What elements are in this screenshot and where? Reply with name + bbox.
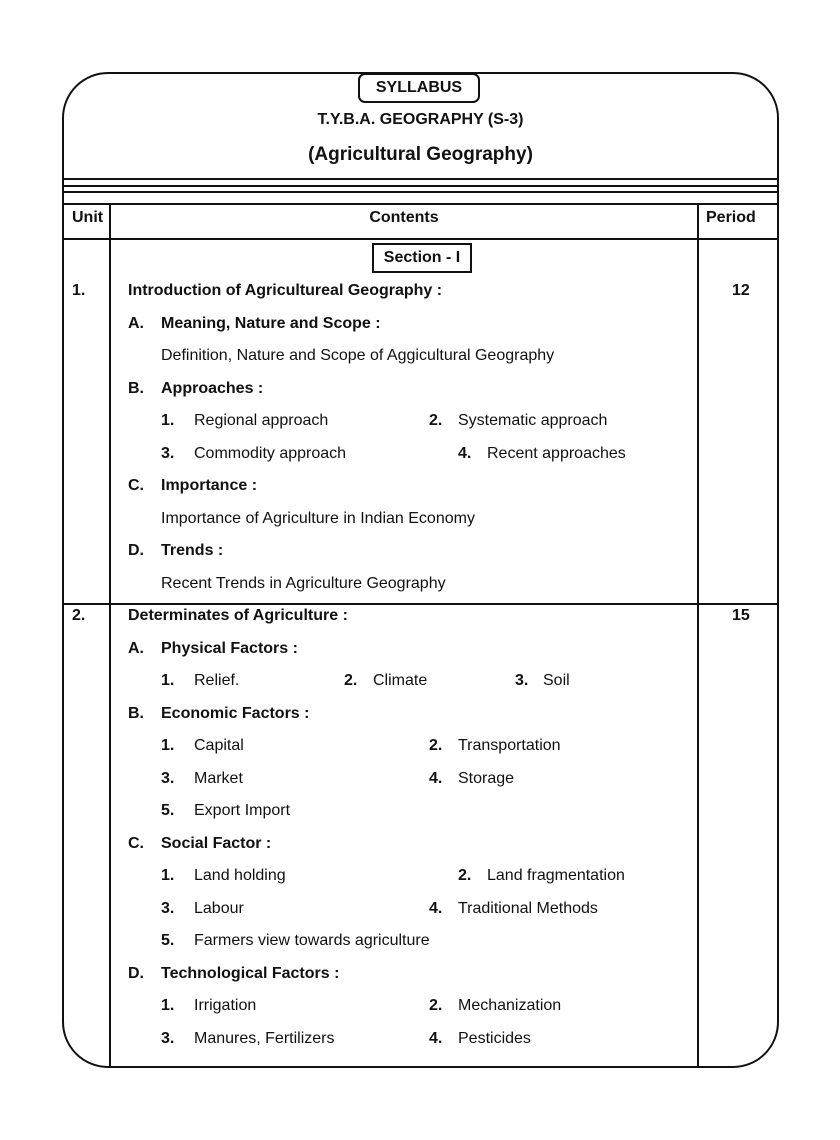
item-label: Export Import [194, 802, 291, 819]
item-number: 4. [458, 445, 472, 462]
item-label: Storage [458, 770, 515, 787]
item-number: 5. [161, 932, 175, 949]
item-number: 3. [161, 445, 175, 462]
item-number: 3. [161, 770, 175, 787]
item-number: 4. [429, 770, 443, 787]
sub-title: Social Factor : [161, 835, 272, 852]
item-number: 2. [429, 997, 443, 1014]
sub-title: Technological Factors : [161, 965, 340, 982]
header-divider [63, 185, 778, 187]
item-label: Recent approaches [487, 445, 626, 462]
table-header-rule [63, 238, 778, 240]
item-number: 5. [161, 802, 175, 819]
unit-number: 1. [72, 282, 86, 299]
item-number: 2. [458, 867, 472, 884]
sub-letter: C. [128, 477, 144, 494]
item-label: Traditional Methods [458, 900, 598, 917]
item-label: Farmers view towards agriculture [194, 932, 430, 949]
section-label: Section - I [372, 243, 472, 273]
item-number: 3. [161, 900, 175, 917]
item-label: Capital [194, 737, 244, 754]
item-label: Market [194, 770, 243, 787]
item-label: Land fragmentation [487, 867, 625, 884]
item-number: 2. [344, 672, 358, 689]
sub-title: Trends : [161, 542, 224, 559]
sub-letter: B. [128, 705, 144, 722]
sub-letter: C. [128, 835, 144, 852]
sub-text: Importance of Agriculture in Indian Economy [161, 510, 475, 527]
sub-letter: B. [128, 380, 144, 397]
item-label: Mechanization [458, 997, 562, 1014]
item-number: 4. [429, 900, 443, 917]
item-label: Irrigation [194, 997, 257, 1014]
item-label: Relief. [194, 672, 240, 689]
unit-title: Introduction of Agricultureal Geography : [128, 282, 443, 299]
header-divider [63, 191, 778, 193]
column-header-period: Period [706, 209, 756, 226]
item-label: Labour [194, 900, 244, 917]
sub-letter: A. [128, 315, 144, 332]
column-header-contents: Contents [369, 209, 439, 226]
item-label: Land holding [194, 867, 286, 884]
column-divider-period [697, 203, 699, 1067]
column-header-unit: Unit [72, 209, 104, 226]
item-label: Soil [543, 672, 570, 689]
sub-text: Recent Trends in Agriculture Geography [161, 575, 446, 592]
syllabus-label: SYLLABUS [358, 73, 480, 103]
unit-period: 12 [732, 282, 750, 299]
item-number: 1. [161, 997, 175, 1014]
item-number: 3. [515, 672, 529, 689]
item-number: 1. [161, 867, 175, 884]
item-label: Manures, Fertilizers [194, 1030, 335, 1047]
item-number: 2. [429, 412, 443, 429]
unit-title: Determinates of Agriculture : [128, 607, 348, 624]
item-label: Climate [373, 672, 428, 689]
header-divider [63, 178, 778, 180]
unit-number: 2. [72, 607, 86, 624]
sub-title: Importance : [161, 477, 258, 494]
course-title: T.Y.B.A. GEOGRAPHY (S-3) [317, 111, 524, 128]
item-number: 2. [429, 737, 443, 754]
item-label: Transportation [458, 737, 561, 754]
item-number: 1. [161, 737, 175, 754]
table-top-rule [63, 203, 778, 205]
item-label: Pesticides [458, 1030, 531, 1047]
item-number: 1. [161, 672, 175, 689]
item-number: 3. [161, 1030, 175, 1047]
unit-divider [63, 603, 778, 605]
sub-title: Approaches : [161, 380, 264, 397]
sub-letter: D. [128, 542, 144, 559]
sub-title: Economic Factors : [161, 705, 310, 722]
unit-period: 15 [732, 607, 750, 624]
sub-title: Meaning, Nature and Scope : [161, 315, 381, 332]
sub-letter: A. [128, 640, 144, 657]
paper-title: (Agricultural Geography) [308, 144, 533, 165]
sub-title: Physical Factors : [161, 640, 298, 657]
item-number: 1. [161, 412, 175, 429]
item-number: 4. [429, 1030, 443, 1047]
item-label: Systematic approach [458, 412, 608, 429]
sub-text: Definition, Nature and Scope of Aggicultural Geography [161, 347, 555, 364]
column-divider-unit [109, 203, 111, 1067]
sub-letter: D. [128, 965, 144, 982]
item-label: Regional approach [194, 412, 329, 429]
item-label: Commodity approach [194, 445, 347, 462]
